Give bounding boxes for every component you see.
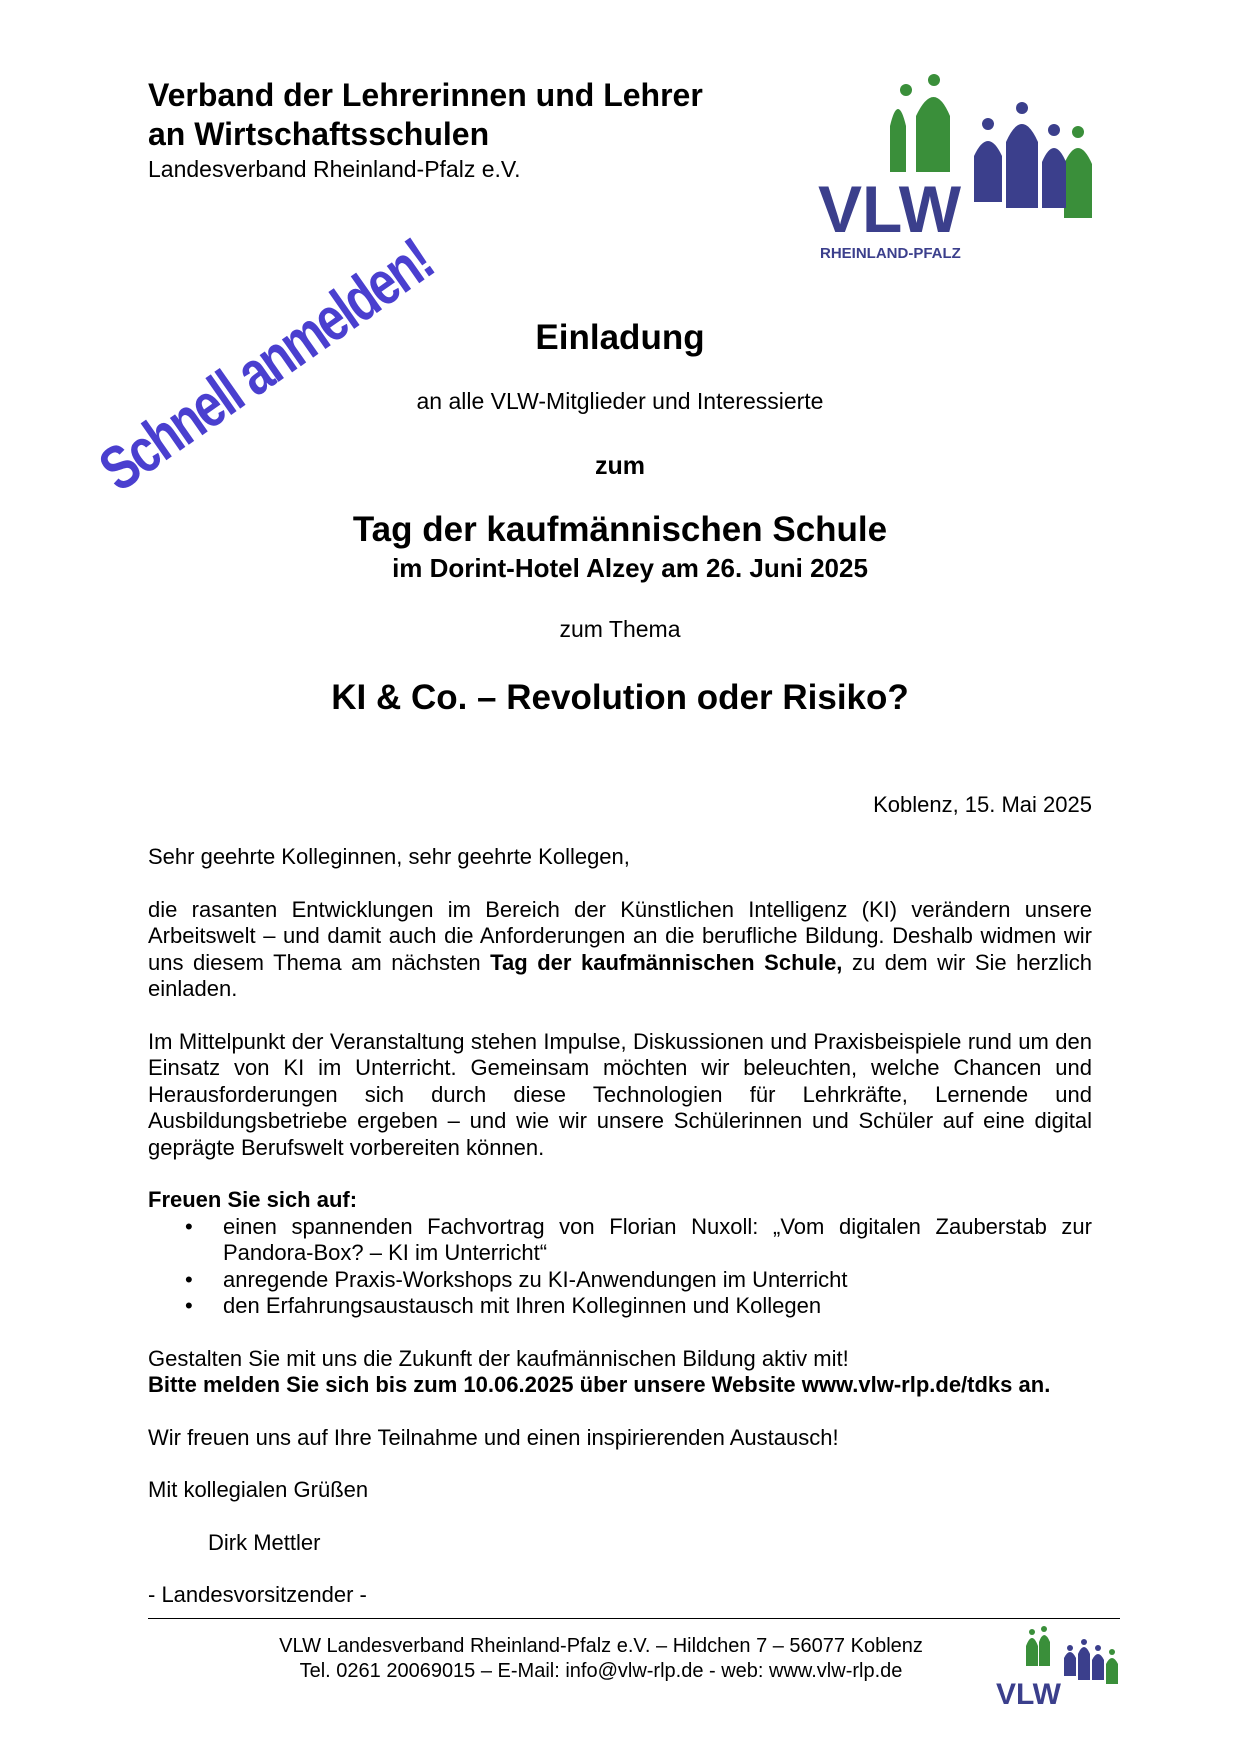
closing: Mit kollegialen Grüßen [148, 1477, 369, 1502]
signer-role: - Landesvorsitzender - [148, 1582, 367, 1607]
list-heading: Freuen Sie sich auf: [148, 1187, 358, 1212]
footer-contact: Tel. 0261 20069015 – E-Mail: info@vlw-rlp.de - web: www.vlw-rlp.de [299, 1660, 903, 1682]
list-item: • einen spannenden Fachvortrag von Florian Nuxoll: „Vom digitalen Zauberstab zur Pandora-Box? – KI im Unterricht“ [223, 1214, 1092, 1267]
register-now-stamp: Schnell anmelden! [87, 226, 445, 505]
highlights-list [148, 1214, 1092, 1320]
event-name-bold: Tag der kaufmännischen Schule, [490, 949, 843, 975]
footer [148, 1634, 1054, 1684]
logo-small-text: VLW [996, 1678, 1061, 1708]
zum-line: zum [595, 452, 645, 480]
letter-date: Koblenz, 15. Mai 2025 [873, 792, 1092, 817]
footer-divider [148, 1618, 1120, 1619]
paragraph-intro-part-3: zu dem wir Sie herzlich einladen. [148, 949, 1092, 1001]
list-item: • den Erfahrungsaustausch mit Ihren Kolleginnen und Kollegen [223, 1293, 1092, 1320]
list-item: • anregende Praxis-Workshops zu KI-Anwendungen im Unterricht [223, 1267, 1092, 1294]
org-name-line-1: Verband der Lehrerinnen und Lehrer [148, 77, 703, 113]
vlw-logo [810, 72, 1130, 290]
closing-remark: Wir freuen uns auf Ihre Teilnahme und einen inspirierenden Austausch! [148, 1424, 839, 1450]
letter-body [148, 844, 1092, 1635]
logo-text: VLW [818, 172, 961, 246]
event-location-date: im Dorint-Hotel Alzey am 26. Juni 2025 [392, 553, 868, 583]
registration-note: Bitte melden Sie sich bis zum 10.06.2025 über unsere Website www.vlw-rlp.de/tdks an. [148, 1372, 1051, 1397]
invitation-heading: Einladung [535, 318, 705, 357]
paragraph-intro [148, 897, 1092, 1003]
organization-header [148, 76, 788, 184]
paragraph-intro-part-1: die rasanten Entwicklungen im Bereich der Künstlichen Intelligenz (KI) verändern unsere Arbeitswelt – und damit auch die Anforderungen an die berufliche Bildung. Deshalb widmen wir uns diesem Thema am nächsten [148, 896, 1092, 975]
org-name-line-2: an Wirtschaftsschulen [148, 116, 490, 152]
call-to-action: Gestalten Sie mit uns die Zukunft der kaufmännischen Bildung aktiv mit! [148, 1345, 849, 1371]
signer-name: Dirk Mettler [208, 1529, 321, 1555]
topic-title: KI & Co. – Revolution oder Risiko? [331, 678, 909, 717]
greeting: Sehr geehrte Kolleginnen, sehr geehrte Kollegen, [148, 844, 630, 869]
footer-address: VLW Landesverband Rheinland-Pfalz e.V. – Hildchen 7 – 56077 Koblenz [279, 1635, 923, 1657]
event-title: Tag der kaufmännischen Schule [352, 510, 888, 549]
audience-line: an alle VLW-Mitglieder und Interessierte [416, 388, 824, 414]
logo-subtext: RHEINLAND-PFALZ [820, 245, 961, 262]
topic-intro: zum Thema [559, 616, 681, 642]
paragraph-focus: Im Mittelpunkt der Veranstaltung stehen Impulse, Diskussionen und Praxisbeispiele rund um den Einsatz von KI im Unterricht. Gemeinsam möchten wir beleuchten, welche Chancen und Herausforderungen sich durch diese Technologien für Lehrkräfte, Lernende und Ausbildungsbetriebe ergeben – und wie wir unsere Schülerinnen und Schüler auf eine digital geprägte Berufswelt vorbereiten können. [148, 1028, 1092, 1160]
org-subtitle: Landesverband Rheinland-Pfalz e.V. [148, 156, 521, 182]
vlw-logo-small [994, 1626, 1124, 1708]
